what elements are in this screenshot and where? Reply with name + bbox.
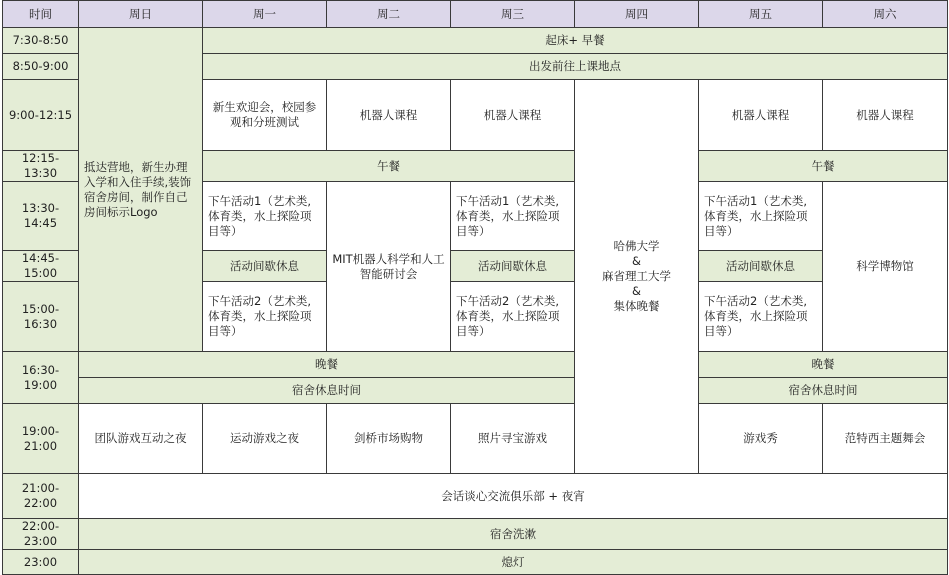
header-thursday: 周四 bbox=[575, 1, 699, 28]
thursday-trip-cell: 哈佛大学 & 麻省理工大学 & 集体晚餐 bbox=[575, 80, 699, 474]
time-cell: 7:30-8:50 bbox=[3, 28, 79, 54]
tuesday-seminar-cell: MIT机器人科学和人工 智能研讨会 bbox=[327, 182, 451, 352]
lunch-left-cell: 午餐 bbox=[203, 151, 575, 182]
monday-evening-cell: 运动游戏之夜 bbox=[203, 404, 327, 474]
row-1630-dinner bbox=[3, 352, 948, 378]
sunday-evening-cell: 团队游戏互动之夜 bbox=[79, 404, 203, 474]
row-1900 bbox=[3, 404, 948, 474]
monday-break-cell: 活动间歇休息 bbox=[203, 251, 327, 282]
header-sunday: 周日 bbox=[79, 1, 203, 28]
time-cell: 16:30-19:00 bbox=[3, 352, 79, 404]
saturday-evening-cell: 范特西主题舞会 bbox=[823, 404, 948, 474]
header-time: 时间 bbox=[3, 1, 79, 28]
time-cell: 13:30-14:45 bbox=[3, 182, 79, 251]
time-cell: 23:00 bbox=[3, 550, 79, 575]
breakfast-cell: 起床+ 早餐 bbox=[203, 28, 948, 54]
tuesday-morning-cell: 机器人课程 bbox=[327, 80, 451, 151]
row-0730 bbox=[3, 28, 948, 54]
row-2100 bbox=[3, 474, 948, 519]
time-cell: 15:00-16:30 bbox=[3, 282, 79, 352]
wednesday-morning-cell: 机器人课程 bbox=[451, 80, 575, 151]
header-wednesday: 周三 bbox=[451, 1, 575, 28]
weekly-schedule-table bbox=[2, 0, 948, 575]
header-tuesday: 周二 bbox=[327, 1, 451, 28]
header-monday: 周一 bbox=[203, 1, 327, 28]
time-cell: 12:15-13:30 bbox=[3, 151, 79, 182]
row-1630-rest bbox=[3, 378, 948, 404]
sunday-arrival-cell: 抵达营地，新生办理 入学和入住手续,装饰 宿舍房间，制作自己 房间标示Logo bbox=[79, 28, 203, 352]
wednesday-activity2-cell: 下午活动2（艺术类, 体育类，水上探险项 目等） bbox=[451, 282, 575, 352]
header-friday: 周五 bbox=[699, 1, 823, 28]
rest-right-cell: 宿舍休息时间 bbox=[699, 378, 948, 404]
saturday-museum-cell: 科学博物馆 bbox=[823, 182, 948, 352]
wednesday-evening-cell: 照片寻宝游戏 bbox=[451, 404, 575, 474]
depart-cell: 出发前往上课地点 bbox=[203, 54, 948, 80]
saturday-morning-cell: 机器人课程 bbox=[823, 80, 948, 151]
dinner-right-cell: 晚餐 bbox=[699, 352, 948, 378]
friday-break-cell: 活动间歇休息 bbox=[699, 251, 823, 282]
time-cell: 9:00-12:15 bbox=[3, 80, 79, 151]
header-saturday: 周六 bbox=[823, 1, 948, 28]
header-row bbox=[3, 1, 948, 28]
wash-cell: 宿舍洗漱 bbox=[79, 519, 948, 550]
rest-left-cell: 宿舍休息时间 bbox=[79, 378, 575, 404]
friday-activity1-cell: 下午活动1（艺术类, 体育类，水上探险项 目等） bbox=[699, 182, 823, 251]
friday-evening-cell: 游戏秀 bbox=[699, 404, 823, 474]
monday-morning-cell: 新生欢迎会，校园参 观和分班测试 bbox=[203, 80, 327, 151]
time-cell: 21:00-22:00 bbox=[3, 474, 79, 519]
time-cell: 22:00-23:00 bbox=[3, 519, 79, 550]
wednesday-break-cell: 活动间歇休息 bbox=[451, 251, 575, 282]
wednesday-activity1-cell: 下午活动1（艺术类, 体育类，水上探险项 目等） bbox=[451, 182, 575, 251]
time-cell: 19:00-21:00 bbox=[3, 404, 79, 474]
time-cell: 14:45-15:00 bbox=[3, 251, 79, 282]
monday-activity1-cell: 下午活动1（艺术类, 体育类，水上探险项 目等） bbox=[203, 182, 327, 251]
row-2300 bbox=[3, 550, 948, 575]
dinner-left-cell: 晚餐 bbox=[79, 352, 575, 378]
time-cell: 8:50-9:00 bbox=[3, 54, 79, 80]
friday-activity2-cell: 下午活动2（艺术类, 体育类，水上探险项 目等） bbox=[699, 282, 823, 352]
friday-morning-cell: 机器人课程 bbox=[699, 80, 823, 151]
lights-out-cell: 熄灯 bbox=[79, 550, 948, 575]
monday-activity2-cell: 下午活动2（艺术类, 体育类，水上探险项 目等） bbox=[203, 282, 327, 352]
tuesday-evening-cell: 剑桥市场购物 bbox=[327, 404, 451, 474]
lunch-right-cell: 午餐 bbox=[699, 151, 948, 182]
club-cell: 会话谈心交流俱乐部 + 夜宵 bbox=[79, 474, 948, 519]
row-2200 bbox=[3, 519, 948, 550]
